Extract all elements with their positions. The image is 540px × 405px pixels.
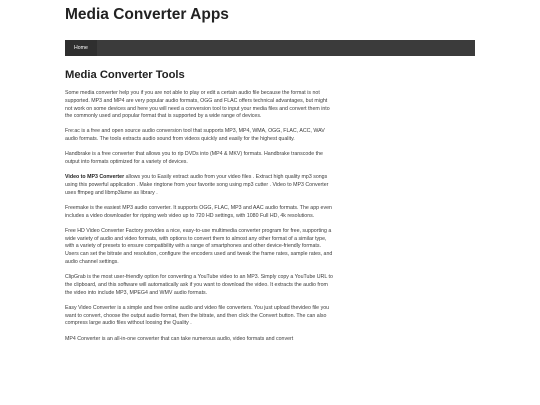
site-header bbox=[65, 4, 229, 26]
main-navigation bbox=[65, 40, 475, 56]
article-paragraph: Fre:ac is a free and open source audio conversion tool that supports MP3, MP4, WMA, OGG, FLAC, ACC, WAV audio formats. The tools extracts audio sound from videos quickly and easily for the highest quality. bbox=[65, 128, 325, 143]
article-paragraph: Handbrake is a free converter that allows you to rip DVDs into (MP4 & MKV) formats. Handbrake transcode the output into formats optimized for a variety of devices. bbox=[65, 151, 323, 166]
nav-item-home[interactable]: Home bbox=[65, 40, 97, 56]
main-content bbox=[65, 67, 333, 351]
site-title[interactable]: Media Converter Apps bbox=[65, 6, 229, 23]
article-paragraph: MP4 Converter is an all-in-one converter that can take numerous audio, video formats and convert bbox=[65, 335, 294, 342]
article-paragraph: Freemake is the easiest MP3 audio converter. It supports OGG, FLAC, MP3 and AAC audio formats. The app even includes a video downloader for ripping web video up to 720 HD settings, with 1080 Full HD, 4k resolutions. bbox=[65, 204, 332, 219]
article-paragraph: Easy Video Converter is a simple and free online audio and video file converters. You just upload thevideo file you want to convert, choose the output audio format, then the bitrate, and then click the Convert button. The can also compress large audio files without loosing the Quality . bbox=[65, 304, 330, 327]
article-paragraph: Video to MP3 Converter allows you to Easily extract audio from your video files . Extract high quality mp3 songs using this powerful application . Make ringtone from your favorite song using mp3 cutter . Video to MP3 Converter uses ffmpeg and libmp3lame as library . bbox=[65, 174, 329, 196]
article-paragraph: Some media converter help you if you are not able to play or edit a certain audio file because the format is not supported. MP3 and MP4 are very popular audio formats, OGG and FLAC offers technical advantages, but might not work on some devices and here you will need a conversion tool to input your media files and convert them into the commonly used and popular format that is supported by a wide range of devices. bbox=[65, 90, 330, 120]
page-title: Media Converter Tools bbox=[65, 69, 185, 81]
article-paragraph: Free HD Video Converter Factory provides a nice, easy-to-use multimedia converter program for free, supporting a wide variety of audio and video formats, with options to convert them to almost any other format of a similar type, with a variety of presets to ensure compatibility with a range of smartphones and other device-friendly formats. Users can set the bitrate and resolution, configure the encoders used and tweak the frame rates, sample rates, and audio channel settings. bbox=[65, 227, 333, 266]
article-body bbox=[65, 90, 333, 343]
article-paragraph: ClipGrab is the most user-friendly option for converting a YouTube video to an MP3. Simply copy a YouTube URL to the clipboard, and this software will automatically ask if you want to download the video. It extracts the audio from the video into include MP3, MPEG4 and WMV audio formats. bbox=[65, 274, 333, 296]
